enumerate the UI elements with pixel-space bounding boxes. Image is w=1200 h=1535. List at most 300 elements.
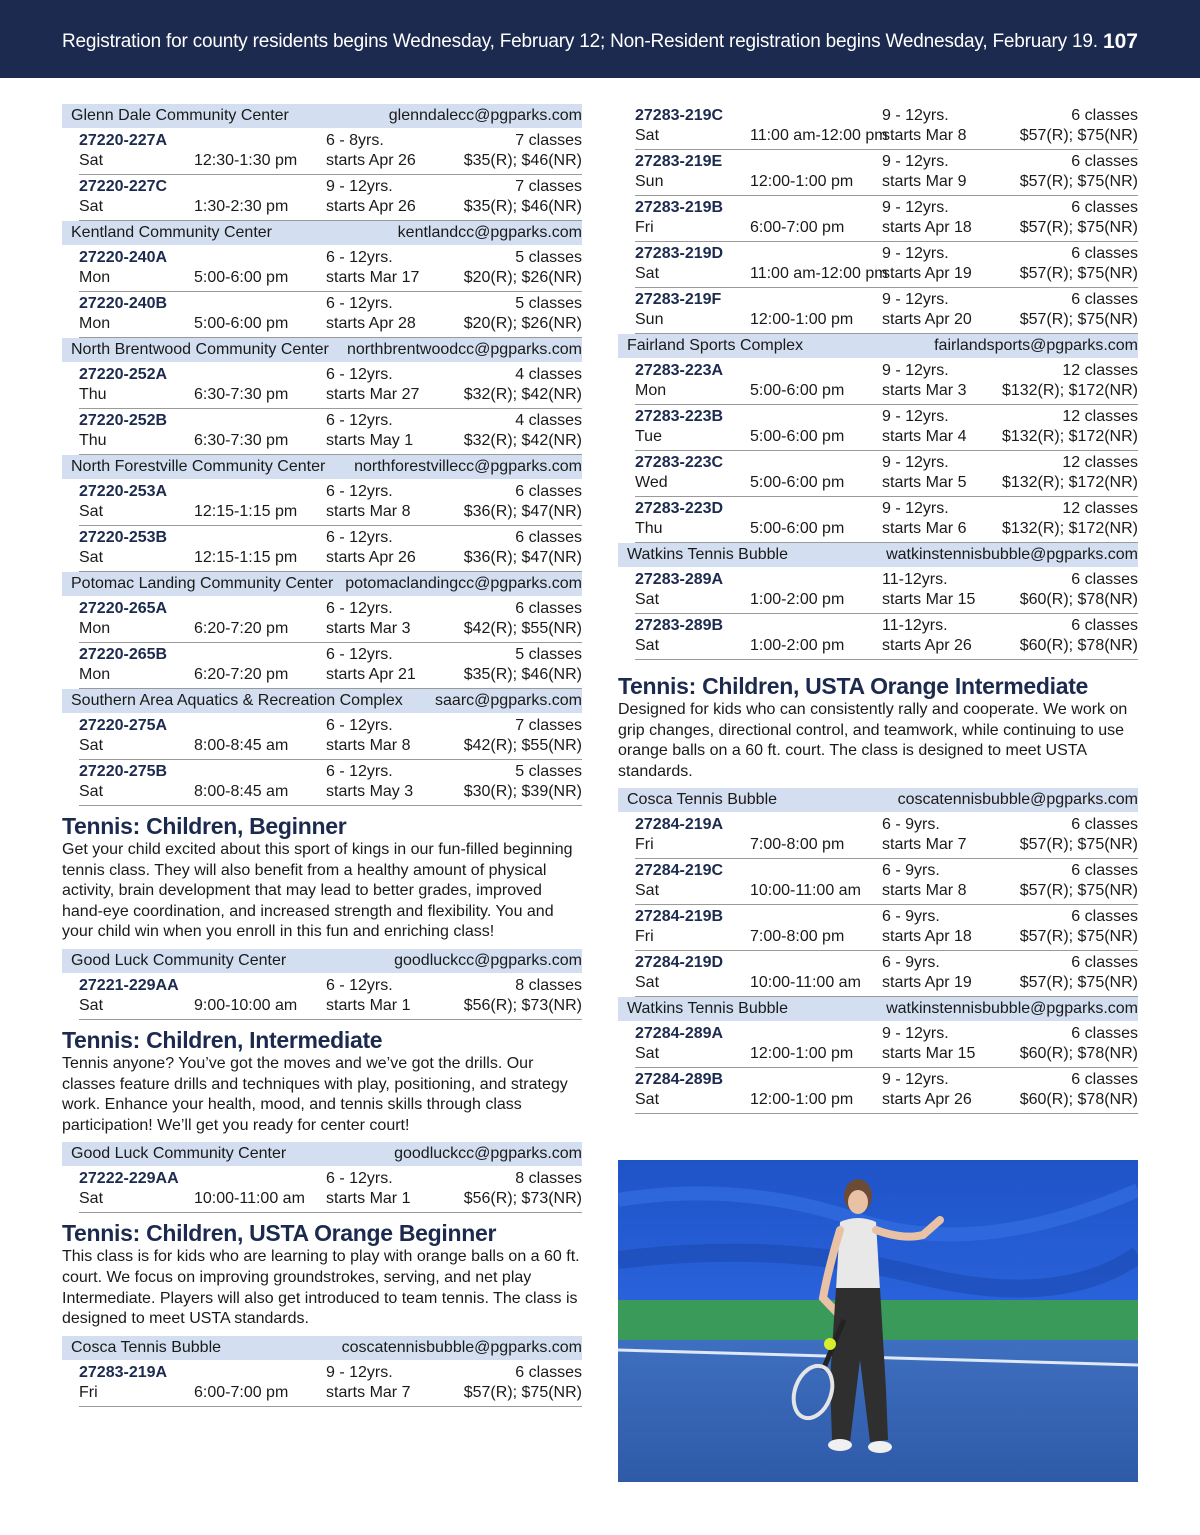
start-date: starts Mar 3: [326, 620, 411, 637]
table-row: [79, 480, 582, 526]
start-date: starts May 3: [326, 783, 414, 800]
start-date: starts Mar 8: [326, 737, 411, 754]
age-range: 6 - 8yrs.: [326, 132, 384, 149]
course-code: 27283-219A: [79, 1363, 168, 1381]
venue-group: [62, 338, 582, 455]
page-number: 107: [1102, 30, 1138, 53]
venue-header: [618, 997, 1138, 1021]
course-code: 27284-219C: [635, 862, 724, 880]
start-date: starts Apr 26: [882, 637, 972, 654]
class-day: Thu: [79, 432, 107, 449]
table-row: [635, 150, 1138, 196]
age-range: 9 - 12yrs.: [882, 454, 949, 471]
class-count: 6 classes: [1071, 153, 1138, 170]
table-row: [635, 196, 1138, 242]
right-schedule-groups: [618, 334, 1138, 660]
venue-name: Kentland Community Center: [71, 224, 272, 241]
page-header: [0, 0, 1200, 78]
age-range: 6 - 9yrs.: [882, 816, 940, 834]
venue-email: coscatennisbubble@pgparks.com: [341, 1338, 582, 1356]
table-row: [79, 1167, 582, 1213]
class-count: 12 classes: [1062, 500, 1138, 517]
table-row: [79, 246, 582, 292]
class-time: 12:30-1:30 pm: [194, 152, 298, 169]
start-date: starts Mar 15: [882, 591, 976, 608]
age-range: 6 - 12yrs.: [326, 717, 393, 734]
start-date: starts Mar 8: [326, 503, 411, 520]
class-day: Sun: [635, 311, 664, 328]
table-row: [635, 104, 1138, 150]
class-count: 6 classes: [1071, 571, 1138, 588]
class-time: 10:00-11:00 am: [194, 1190, 305, 1208]
class-time: 6:00-7:00 pm: [750, 219, 845, 236]
class-day: Fri: [79, 1383, 98, 1401]
class-day: Mon: [79, 315, 111, 332]
class-day: Sat: [635, 882, 660, 900]
class-day: Wed: [635, 474, 668, 491]
age-range: 6 - 12yrs.: [326, 600, 393, 617]
course-code: 27283-223D: [635, 500, 724, 517]
section-intermediate: [62, 1026, 582, 1213]
start-date: starts Apr 26: [326, 198, 416, 215]
age-range: 9 - 12yrs.: [882, 199, 949, 216]
venue-email: watkinstennisbubble@pgparks.com: [886, 1000, 1138, 1018]
class-time: 7:00-8:00 pm: [750, 928, 845, 946]
class-fee: $132(R); $172(NR): [1001, 474, 1138, 491]
table-row: [79, 129, 582, 175]
start-date: starts Mar 17: [326, 269, 420, 286]
course-code: 27284-289B: [635, 1071, 724, 1089]
class-day: Sat: [635, 127, 660, 144]
venue-name: Fairland Sports Complex: [627, 337, 804, 354]
venue-group: [62, 689, 582, 806]
venue-name: Good Luck Community Center: [71, 1145, 287, 1163]
venue-email: glenndalecc@pgparks.com: [388, 107, 582, 124]
class-fee: $57(R); $75(NR): [1019, 219, 1138, 236]
class-time: 10:00-11:00 am: [750, 974, 861, 992]
class-fee: $57(R); $75(NR): [1019, 928, 1138, 946]
class-day: Sat: [635, 974, 660, 992]
class-time: 5:00-6:00 pm: [750, 520, 845, 537]
start-date: starts Mar 15: [882, 1045, 976, 1063]
age-range: 9 - 12yrs.: [326, 178, 393, 195]
class-day: Fri: [635, 219, 654, 236]
class-day: Mon: [79, 666, 111, 683]
class-time: 6:20-7:20 pm: [194, 620, 289, 637]
class-fee: $57(R); $75(NR): [1019, 265, 1138, 282]
class-count: 6 classes: [515, 529, 582, 546]
course-code: 27220-275A: [79, 717, 168, 734]
start-date: starts Mar 1: [326, 996, 411, 1014]
class-fee: $42(R); $55(NR): [463, 620, 582, 637]
table-row: [635, 242, 1138, 288]
venue-header: [618, 788, 1138, 812]
table-row: [635, 568, 1138, 614]
table-row: [635, 451, 1138, 497]
table-row: [79, 1361, 582, 1407]
class-fee: $60(R); $78(NR): [1019, 591, 1138, 608]
table-row: [635, 497, 1138, 543]
class-day: Sat: [79, 737, 104, 754]
venue-header: [62, 338, 582, 362]
age-range: 9 - 12yrs.: [326, 1363, 393, 1381]
start-date: starts Mar 6: [882, 520, 967, 537]
class-day: Sat: [79, 503, 104, 520]
age-range: 9 - 12yrs.: [882, 153, 949, 170]
class-count: 5 classes: [515, 295, 582, 312]
venue-name: Watkins Tennis Bubble: [627, 1000, 788, 1018]
venue-name: Cosca Tennis Bubble: [71, 1338, 222, 1356]
continued-schedule: [618, 104, 1138, 334]
venue-group: [62, 221, 582, 338]
class-fee: $57(R); $75(NR): [1019, 974, 1138, 992]
start-date: starts Apr 20: [882, 311, 972, 328]
venue-email: potomaclandingcc@pgparks.com: [345, 575, 582, 592]
class-day: Mon: [635, 382, 667, 399]
course-code: 27220-265A: [79, 600, 168, 617]
venue-name: Good Luck Community Center: [71, 951, 287, 969]
age-range: 6 - 12yrs.: [326, 295, 393, 312]
venue-name: North Brentwood Community Center: [71, 341, 329, 358]
section-title: Tennis: Children, USTA Orange Beginner: [62, 1220, 497, 1247]
venue-header: [62, 104, 582, 128]
age-range: 6 - 12yrs.: [326, 529, 393, 546]
class-time: 6:30-7:30 pm: [194, 386, 289, 403]
class-fee: $57(R); $75(NR): [1019, 882, 1138, 900]
schedule-table: [62, 949, 582, 1020]
venue-name: North Forestville Community Center: [71, 458, 326, 475]
class-fee: $60(R); $78(NR): [1019, 1091, 1138, 1109]
table-row: [635, 614, 1138, 660]
course-code: 27284-219B: [635, 908, 724, 926]
class-count: 12 classes: [1062, 408, 1138, 425]
class-fee: $132(R); $172(NR): [1001, 428, 1138, 445]
start-date: starts Mar 7: [882, 836, 967, 854]
class-time: 11:00 am-12:00 pm: [750, 127, 888, 144]
section-title: Tennis: Children, Beginner: [62, 813, 347, 839]
venue-email: northbrentwoodcc@pgparks.com: [346, 341, 582, 358]
start-date: starts Apr 18: [882, 219, 972, 236]
class-count: 6 classes: [1071, 245, 1138, 262]
class-time: 10:00-11:00 am: [750, 882, 861, 900]
class-fee: $20(R); $26(NR): [463, 315, 582, 332]
class-fee: $30(R); $39(NR): [463, 783, 582, 800]
start-date: starts Apr 19: [882, 265, 972, 282]
class-count: 8 classes: [515, 976, 582, 994]
course-code: 27284-289A: [635, 1025, 724, 1043]
class-time: 12:15-1:15 pm: [194, 549, 298, 566]
start-date: starts Mar 4: [882, 428, 967, 445]
class-time: 6:20-7:20 pm: [194, 666, 289, 683]
class-count: 6 classes: [1071, 908, 1138, 926]
class-count: 6 classes: [515, 1363, 582, 1381]
class-fee: $132(R); $172(NR): [1001, 520, 1138, 537]
course-code: 27283-219F: [635, 291, 722, 308]
schedule-table: [62, 1336, 582, 1407]
course-code: 27220-253B: [79, 529, 168, 546]
class-fee: $35(R); $46(NR): [463, 666, 582, 683]
venue-group: [62, 455, 582, 572]
venue-email: fairlandsports@pgparks.com: [934, 337, 1138, 354]
start-date: starts Apr 19: [882, 974, 972, 992]
class-time: 5:00-6:00 pm: [194, 315, 289, 332]
class-time: 5:00-6:00 pm: [750, 474, 845, 491]
start-date: starts Apr 28: [326, 315, 416, 332]
right-column: [618, 104, 1138, 1114]
class-time: 5:00-6:00 pm: [194, 269, 289, 286]
class-count: 6 classes: [1071, 107, 1138, 124]
course-code: 27283-289A: [635, 571, 724, 588]
class-time: 1:30-2:30 pm: [194, 198, 289, 215]
course-code: 27220-252A: [79, 366, 168, 383]
section-description: Get your child excited about this sport of kings in our fun-filled beginning tennis class. They will also benefit from a healthy amount of physical activity, brain development that may lead to better grades, improved hand-eye coordination, and increased strength and flexibility. You and your child win when you enroll in this fun and enriching class!: [62, 841, 573, 941]
class-count: 5 classes: [515, 763, 582, 780]
table-row: [635, 859, 1138, 905]
class-day: Sun: [635, 173, 664, 190]
class-count: 6 classes: [1071, 862, 1138, 880]
class-fee: $57(R); $75(NR): [1019, 311, 1138, 328]
section-title: Tennis: Children, USTA Orange Intermediate: [618, 673, 1089, 699]
course-code: 27220-227A: [79, 132, 168, 149]
class-count: 5 classes: [515, 646, 582, 663]
start-date: starts Mar 8: [882, 127, 967, 144]
class-day: Sat: [635, 1091, 660, 1109]
start-date: starts Apr 26: [326, 152, 416, 169]
class-day: Sat: [79, 152, 104, 169]
venue-email: coscatennisbubble@pgparks.com: [897, 791, 1138, 809]
venue-header: [62, 1142, 582, 1166]
class-count: 8 classes: [515, 1170, 582, 1188]
class-time: 12:00-1:00 pm: [750, 311, 854, 328]
venue-header: [62, 455, 582, 479]
class-count: 6 classes: [1071, 617, 1138, 634]
class-day: Sat: [79, 1190, 104, 1208]
age-range: 6 - 12yrs.: [326, 412, 393, 429]
class-time: 6:30-7:30 pm: [194, 432, 289, 449]
class-day: Sat: [635, 591, 660, 608]
table-row: [635, 1022, 1138, 1068]
venue-name: Potomac Landing Community Center: [71, 575, 334, 592]
table-row: [79, 363, 582, 409]
class-day: Sat: [635, 265, 660, 282]
class-count: 6 classes: [1071, 816, 1138, 834]
class-day: Sat: [635, 637, 660, 654]
age-range: 6 - 9yrs.: [882, 954, 940, 972]
table-row: [635, 905, 1138, 951]
venue-name: Cosca Tennis Bubble: [627, 791, 778, 809]
class-day: Fri: [635, 836, 654, 854]
table-row: [635, 813, 1138, 859]
class-fee: $35(R); $46(NR): [463, 152, 582, 169]
class-fee: $20(R); $26(NR): [463, 269, 582, 286]
table-row: [635, 359, 1138, 405]
class-time: 6:00-7:00 pm: [194, 1383, 289, 1401]
class-fee: $42(R); $55(NR): [463, 737, 582, 754]
class-fee: $32(R); $42(NR): [463, 386, 582, 403]
course-code: 27220-252B: [79, 412, 168, 429]
venue-group: [62, 572, 582, 689]
class-count: 6 classes: [1071, 199, 1138, 216]
left-schedule-groups: [62, 104, 582, 806]
age-range: 9 - 12yrs.: [882, 500, 949, 517]
age-range: 6 - 12yrs.: [326, 1170, 393, 1188]
age-range: 9 - 12yrs.: [882, 107, 949, 124]
class-day: Fri: [635, 928, 654, 946]
class-count: 6 classes: [515, 483, 582, 500]
table-row: [635, 405, 1138, 451]
class-day: Sat: [635, 1045, 660, 1063]
class-time: 8:00-8:45 am: [194, 783, 289, 800]
class-time: 12:00-1:00 pm: [750, 1091, 854, 1109]
section-orange-beginner: [62, 1219, 582, 1406]
class-time: 5:00-6:00 pm: [750, 428, 845, 445]
age-range: 9 - 12yrs.: [882, 362, 949, 379]
schedule-table: [618, 788, 1138, 1114]
course-code: 27283-223A: [635, 362, 724, 379]
course-code: 27284-219D: [635, 954, 724, 972]
start-date: starts Mar 27: [326, 386, 420, 403]
class-day: Mon: [79, 620, 111, 637]
course-code: 27220-240A: [79, 249, 168, 266]
class-count: 4 classes: [515, 366, 582, 383]
venue-header: [62, 572, 582, 596]
course-code: 27283-219D: [635, 245, 724, 262]
tennis-player-photo: [618, 1160, 1138, 1482]
venue-group: [618, 997, 1138, 1114]
course-code: 27284-219A: [635, 816, 724, 834]
start-date: starts Mar 1: [326, 1190, 411, 1208]
class-count: 6 classes: [1071, 1025, 1138, 1043]
class-day: Sat: [79, 549, 104, 566]
class-count: 6 classes: [515, 600, 582, 617]
class-fee: $56(R); $73(NR): [463, 996, 582, 1014]
course-code: 27221-229AA: [79, 976, 179, 994]
age-range: 6 - 12yrs.: [326, 976, 393, 994]
section-description: Designed for kids who can consistently rally and cooperate. We work on grip changes, directional control, and teamwork, while continuing to use orange balls on a 60 ft. court. The class is designed to meet USTA standards.: [618, 701, 1128, 780]
class-fee: $32(R); $42(NR): [463, 432, 582, 449]
table-row: [79, 175, 582, 221]
table-row: [79, 409, 582, 455]
section-title: Tennis: Children, Intermediate: [62, 1026, 383, 1053]
course-code: 27283-219C: [635, 107, 724, 124]
class-day: Sat: [79, 783, 104, 800]
course-code: 27283-219B: [635, 199, 724, 216]
start-date: starts Apr 26: [326, 549, 416, 566]
class-count: 12 classes: [1062, 454, 1138, 471]
class-count: 7 classes: [515, 717, 582, 734]
venue-email: goodluckcc@pgparks.com: [394, 951, 582, 969]
class-day: Tue: [635, 428, 662, 445]
venue-header: [62, 689, 582, 713]
age-range: 6 - 9yrs.: [882, 862, 940, 880]
start-date: starts Apr 21: [326, 666, 416, 683]
venue-name: Glenn Dale Community Center: [71, 107, 289, 124]
class-fee: $57(R); $75(NR): [1019, 127, 1138, 144]
class-count: 7 classes: [515, 132, 582, 149]
course-code: 27220-253A: [79, 483, 168, 500]
venue-email: saarc@pgparks.com: [435, 692, 582, 709]
venue-header: [62, 1336, 582, 1360]
table-row: [79, 643, 582, 689]
age-range: 6 - 9yrs.: [882, 908, 940, 926]
table-row: [79, 292, 582, 338]
venue-header: [618, 334, 1138, 358]
age-range: 6 - 12yrs.: [326, 249, 393, 266]
age-range: 6 - 12yrs.: [326, 646, 393, 663]
age-range: 9 - 12yrs.: [882, 291, 949, 308]
class-fee: $36(R); $47(NR): [463, 503, 582, 520]
class-count: 6 classes: [1071, 1071, 1138, 1089]
venue-email: kentlandcc@pgparks.com: [397, 224, 582, 241]
class-day: Sat: [79, 996, 104, 1014]
course-code: 27283-223B: [635, 408, 724, 425]
class-day: Mon: [79, 269, 111, 286]
class-time: 5:00-6:00 pm: [750, 382, 845, 399]
venue-name: Watkins Tennis Bubble: [627, 546, 788, 563]
venue-group: [618, 543, 1138, 660]
table-row: [79, 760, 582, 806]
section-orange-intermediate: [618, 672, 1138, 1114]
table-row: [79, 597, 582, 643]
course-code: 27283-219E: [635, 153, 723, 170]
class-day: Thu: [79, 386, 107, 403]
venue-email: goodluckcc@pgparks.com: [394, 1145, 582, 1163]
start-date: starts Mar 7: [326, 1383, 411, 1401]
table-row: [635, 1068, 1138, 1114]
class-count: 6 classes: [1071, 954, 1138, 972]
venue-email: watkinstennisbubble@pgparks.com: [886, 546, 1138, 563]
course-code: 27220-275B: [79, 763, 168, 780]
section-description: Tennis anyone? You’ve got the moves and we’ve got the drills. Our classes feature drills and techniques with play, positioning, and strategy work. Enhance your health, mood, and tennis skills through class participation! We’ll get you ready for center court!: [62, 1054, 568, 1134]
class-day: Thu: [635, 520, 663, 537]
left-column: [62, 104, 582, 1407]
class-time: 11:00 am-12:00 pm: [750, 265, 888, 282]
table-row: [635, 951, 1138, 997]
class-time: 8:00-8:45 am: [194, 737, 289, 754]
table-row: [79, 526, 582, 572]
schedule-table: [62, 1142, 582, 1213]
course-code: 27220-227C: [79, 178, 168, 195]
age-range: 11-12yrs.: [882, 617, 948, 634]
start-date: starts May 1: [326, 432, 414, 449]
table-row: [79, 974, 582, 1020]
course-code: 27220-265B: [79, 646, 168, 663]
section-description: This class is for kids who are learning to play with orange balls on a 60 ft. court. We focus on improving groundstrokes, serving, and net play Intermediate. Players will also get introduced to team tennis. The class is designed to meet USTA standards.: [62, 1248, 580, 1328]
venue-header: [62, 221, 582, 245]
class-day: Sat: [79, 198, 104, 215]
class-time: 1:00-2:00 pm: [750, 591, 845, 608]
class-fee: $35(R); $46(NR): [463, 198, 582, 215]
venue-header: [618, 543, 1138, 567]
photo-illustration: [618, 1160, 1138, 1482]
class-time: 12:00-1:00 pm: [750, 1045, 854, 1063]
start-date: starts Mar 3: [882, 382, 967, 399]
age-range: 6 - 12yrs.: [326, 483, 393, 500]
class-time: 1:00-2:00 pm: [750, 637, 845, 654]
start-date: starts Mar 9: [882, 173, 967, 190]
registration-notice: Registration for county residents begins Wednesday, February 12; Non-Resident registration begins Wednesday, February 19.: [62, 31, 1098, 52]
age-range: 9 - 12yrs.: [882, 408, 949, 425]
course-code: 27283-223C: [635, 454, 724, 471]
venue-group: [62, 104, 582, 221]
start-date: starts Mar 5: [882, 474, 967, 491]
course-code: 27220-240B: [79, 295, 168, 312]
table-row: [79, 714, 582, 760]
course-code: 27283-289B: [635, 617, 724, 634]
venue-group: [618, 334, 1138, 543]
class-fee: $56(R); $73(NR): [463, 1190, 582, 1208]
table-row: [635, 288, 1138, 334]
